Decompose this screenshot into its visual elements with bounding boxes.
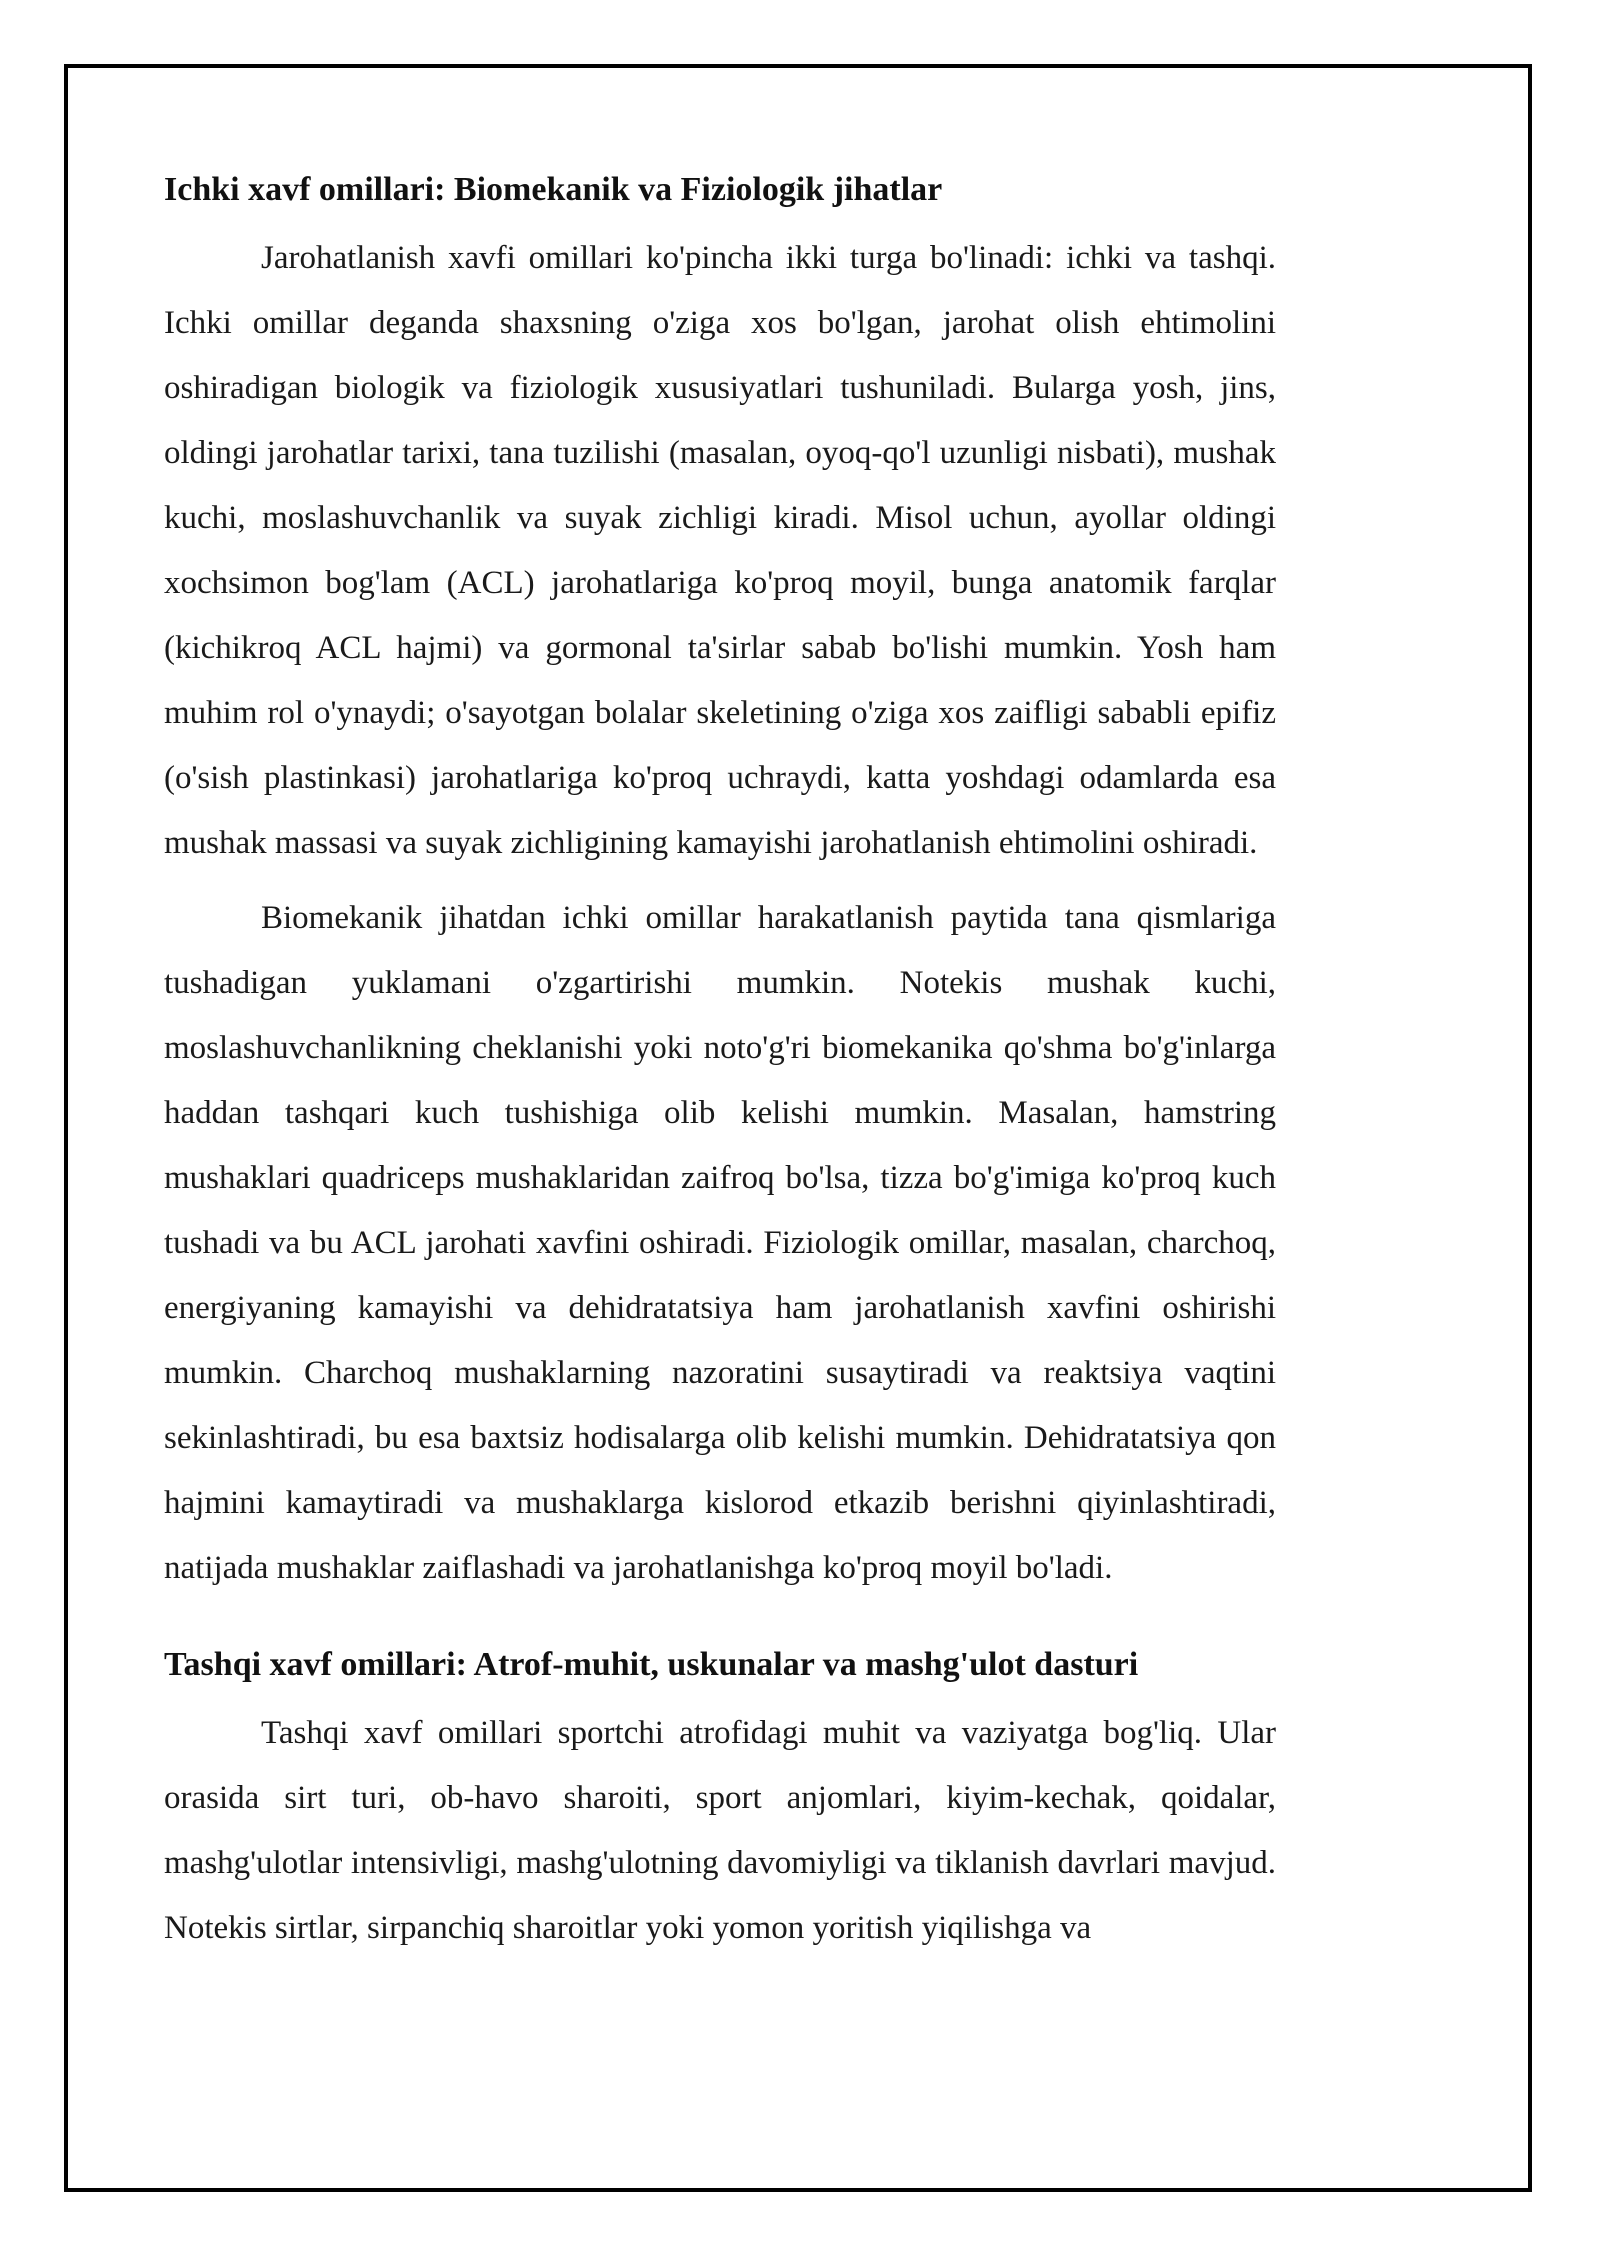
paragraph: Jarohatlanish xavfi omillari ko'pincha ikki turga bo'linadi: ichki va tashqi. Ichki omillar deganda shaxsning o'ziga xos bo'lgan, jarohat olish ehtimolini oshiradigan biologik va fiziologik xususiyatlari tushuniladi. Bularga yosh, jins, oldingi jarohatlar tarixi, tana tuzilishi (masalan, oyoq-qo'l uzunligi nisbati), mushak kuchi, moslashuvchanlik va suyak zichligi kiradi. Misol uchun, ayollar oldingi xochsimon bog'lam (ACL) jarohatlariga ko'proq moyil, bunga anatomik farqlar (kichikroq ACL hajmi) va gormonal ta'sirlar sabab bo'lishi mumkin. Yosh ham muhim rol o'ynaydi; o'sayotgan bolalar skeletining o'ziga xos zaifligi sababli epifiz (o'sish plastinkasi) jarohatlariga ko'proq uchraydi, katta yoshdagi odamlarda esa mushak massasi va suyak zichligining kamayishi jarohatlanish ehtimolini oshiradi.	[164, 240, 1276, 861]
document-body	[164, 168, 1276, 1971]
section-heading-internal-risk-factors: Ichki xavf omillari: Biomekanik va Fiziologik jihatlar	[164, 171, 943, 208]
paragraph: Tashqi xavf omillari sportchi atrofidagi muhit va vaziyatga bog'liq. Ular orasida sirt turi, ob-havo sharoiti, sport anjomlari, kiyim-kechak, qoidalar, mashg'ulotlar intensivligi, mashg'ulotning davomiyligi va tiklanish davrlari mavjud. Notekis sirtlar, sirpanchiq sharoitlar yoki yomon yoritish yiqilishga va	[164, 1715, 1276, 1946]
paragraph: Biomekanik jihatdan ichki omillar harakatlanish paytida tana qismlariga tushadigan yuklamani o'zgartirishi mumkin. Notekis mushak kuchi, moslashuvchanlikning cheklanishi yoki noto'g'ri biomekanika qo'shma bo'g'inlarga haddan tashqari kuch tushishiga olib kelishi mumkin. Masalan, hamstring mushaklari quadriceps mushaklaridan zaifroq bo'lsa, tizza bo'g'imiga ko'proq kuch tushadi va bu ACL jarohati xavfini oshiradi. Fiziologik omillar, masalan, charchoq, energiyaning kamayishi va dehidratatsiya ham jarohatlanish xavfini oshirishi mumkin. Charchoq mushaklarning nazoratini susaytiradi va reaktsiya vaqtini sekinlashtiradi, bu esa baxtsiz hodisalarga olib kelishi mumkin. Dehidratatsiya qon hajmini kamaytiradi va mushaklarga kislorod etkazib berishni qiyinlashtiradi, natijada mushaklar zaiflashadi va jarohatlanishga ko'proq moyil bo'ladi.	[164, 900, 1276, 1586]
section-heading-external-risk-factors: Tashqi xavf omillari: Atrof-muhit, uskunalar va mashg'ulot dasturi	[164, 1646, 1139, 1683]
